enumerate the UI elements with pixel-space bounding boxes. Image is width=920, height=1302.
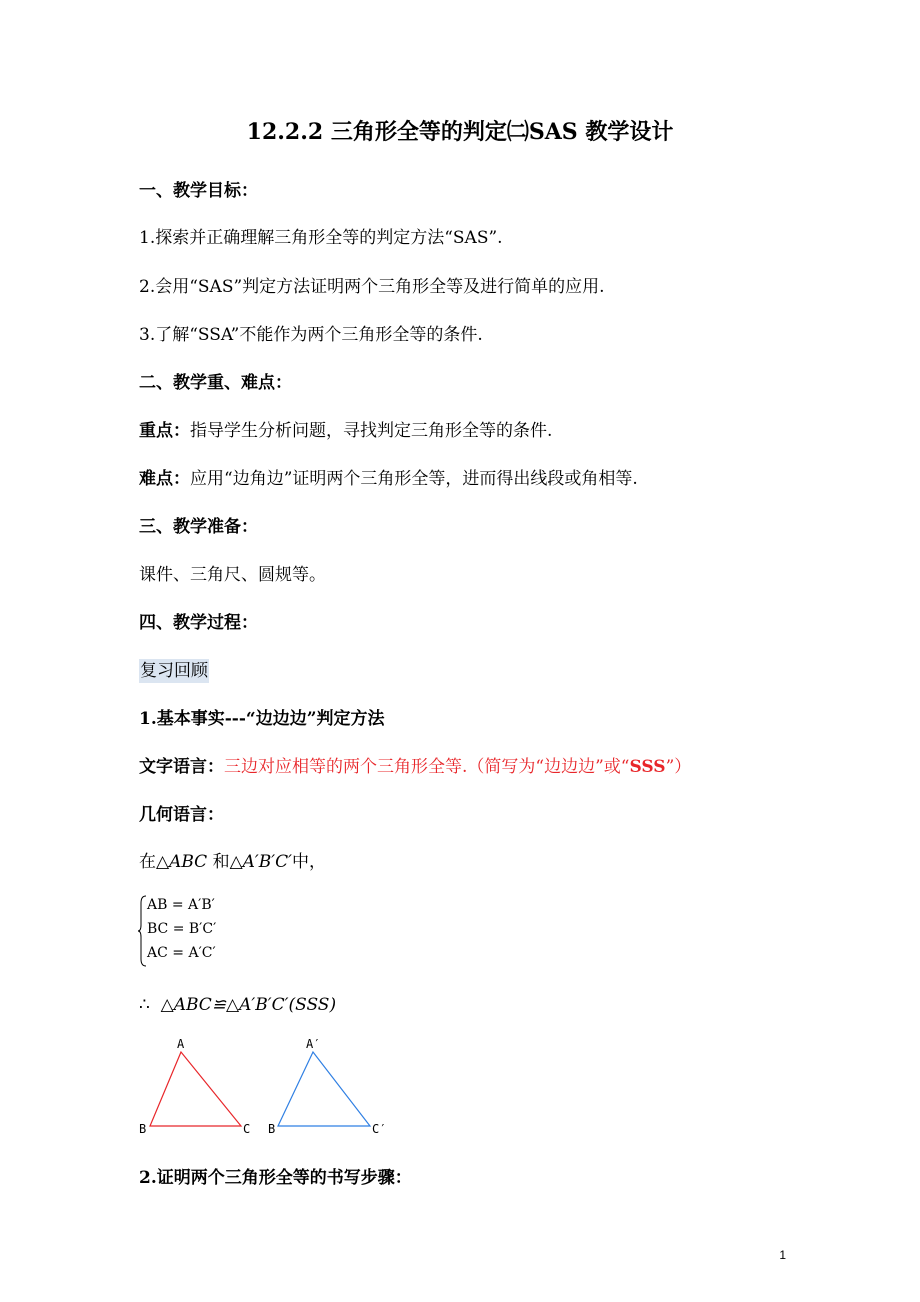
triangle-abc: △ABC (156, 852, 208, 872)
vertex-a-label: A (177, 1037, 185, 1051)
conclusion-line (139, 995, 336, 1015)
vertex-b-prime-label: B (268, 1122, 276, 1136)
key-points-heading: 二、教学重、难点： (139, 373, 292, 393)
preparation-heading: 三、教学准备： (139, 517, 258, 537)
page-title: 12.2.2 三角形全等的判定㈡SAS 教学设计 (246, 119, 674, 145)
goal-3: 3.了解“SSA”不能作为两个三角形全等的条件. (139, 325, 483, 345)
review-label-line (139, 656, 209, 681)
step2-title: 2.证明两个三角形全等的书写步骤： (139, 1168, 412, 1188)
text-language-close: ”） (665, 757, 692, 777)
vertex-c-label: C (243, 1122, 251, 1136)
key-point-line (139, 416, 552, 441)
vertex-c-prime-label: C′ (372, 1122, 387, 1136)
goal-1: 1.探索并正确理解三角形全等的判定方法“SAS”. (139, 228, 503, 248)
conclusion-text: △ABC≌△A′B′C′(SSS) (160, 995, 337, 1015)
sss-abbr: SSS (629, 757, 666, 777)
triangle-abc-figure (139, 1037, 250, 1136)
key-point-label: 重点： (139, 421, 190, 441)
vertex-a-prime-label: A′ (306, 1037, 321, 1051)
and-word: 和 (207, 852, 230, 872)
text-language-line (139, 752, 691, 777)
equation-bc: BC = B′C′ (147, 921, 217, 937)
process-heading: 四、教学过程： (139, 613, 258, 633)
therefore-symbol: ∴ (139, 995, 150, 1015)
text-language-label: 文字语言： (139, 757, 224, 777)
triangle-abc-prime-figure (268, 1037, 386, 1136)
difficulty-label: 难点： (139, 469, 190, 489)
key-point-text: 指导学生分析问题，寻找判定三角形全等的条件. (190, 421, 553, 441)
goal-2: 2.会用“SAS”判定方法证明两个三角形全等及进行简单的应用. (139, 277, 605, 297)
difficulty-line (139, 464, 638, 489)
fact-title: 1.基本事实---“边边边”判定方法 (139, 709, 385, 729)
triangle-figures (135, 1035, 395, 1145)
in-triangles-line (139, 847, 326, 872)
review-label: 复习回顾 (140, 661, 208, 681)
vertex-b-label: B (139, 1122, 147, 1136)
in-suffix: 中， (292, 852, 327, 872)
equation-system (147, 893, 216, 965)
triangle-abc-prime: △A′B′C′ (229, 852, 293, 872)
in-prefix: 在 (139, 852, 156, 872)
text-language-content: 三边对应相等的两个三角形全等.（简写为“边边边”或“ (224, 757, 630, 777)
goals-heading: 一、教学目标： (139, 181, 258, 201)
geometry-language-label: 几何语言： (139, 805, 224, 825)
page-number: 1 (779, 1248, 786, 1262)
equation-ab: AB = A′B′ (147, 897, 215, 913)
preparation-text: 课件、三角尺、圆规等。 (139, 565, 326, 585)
difficulty-text: 应用“边角边”证明两个三角形全等，进而得出线段或角相等. (190, 469, 638, 489)
equation-ac: AC = A′C′ (147, 945, 216, 961)
